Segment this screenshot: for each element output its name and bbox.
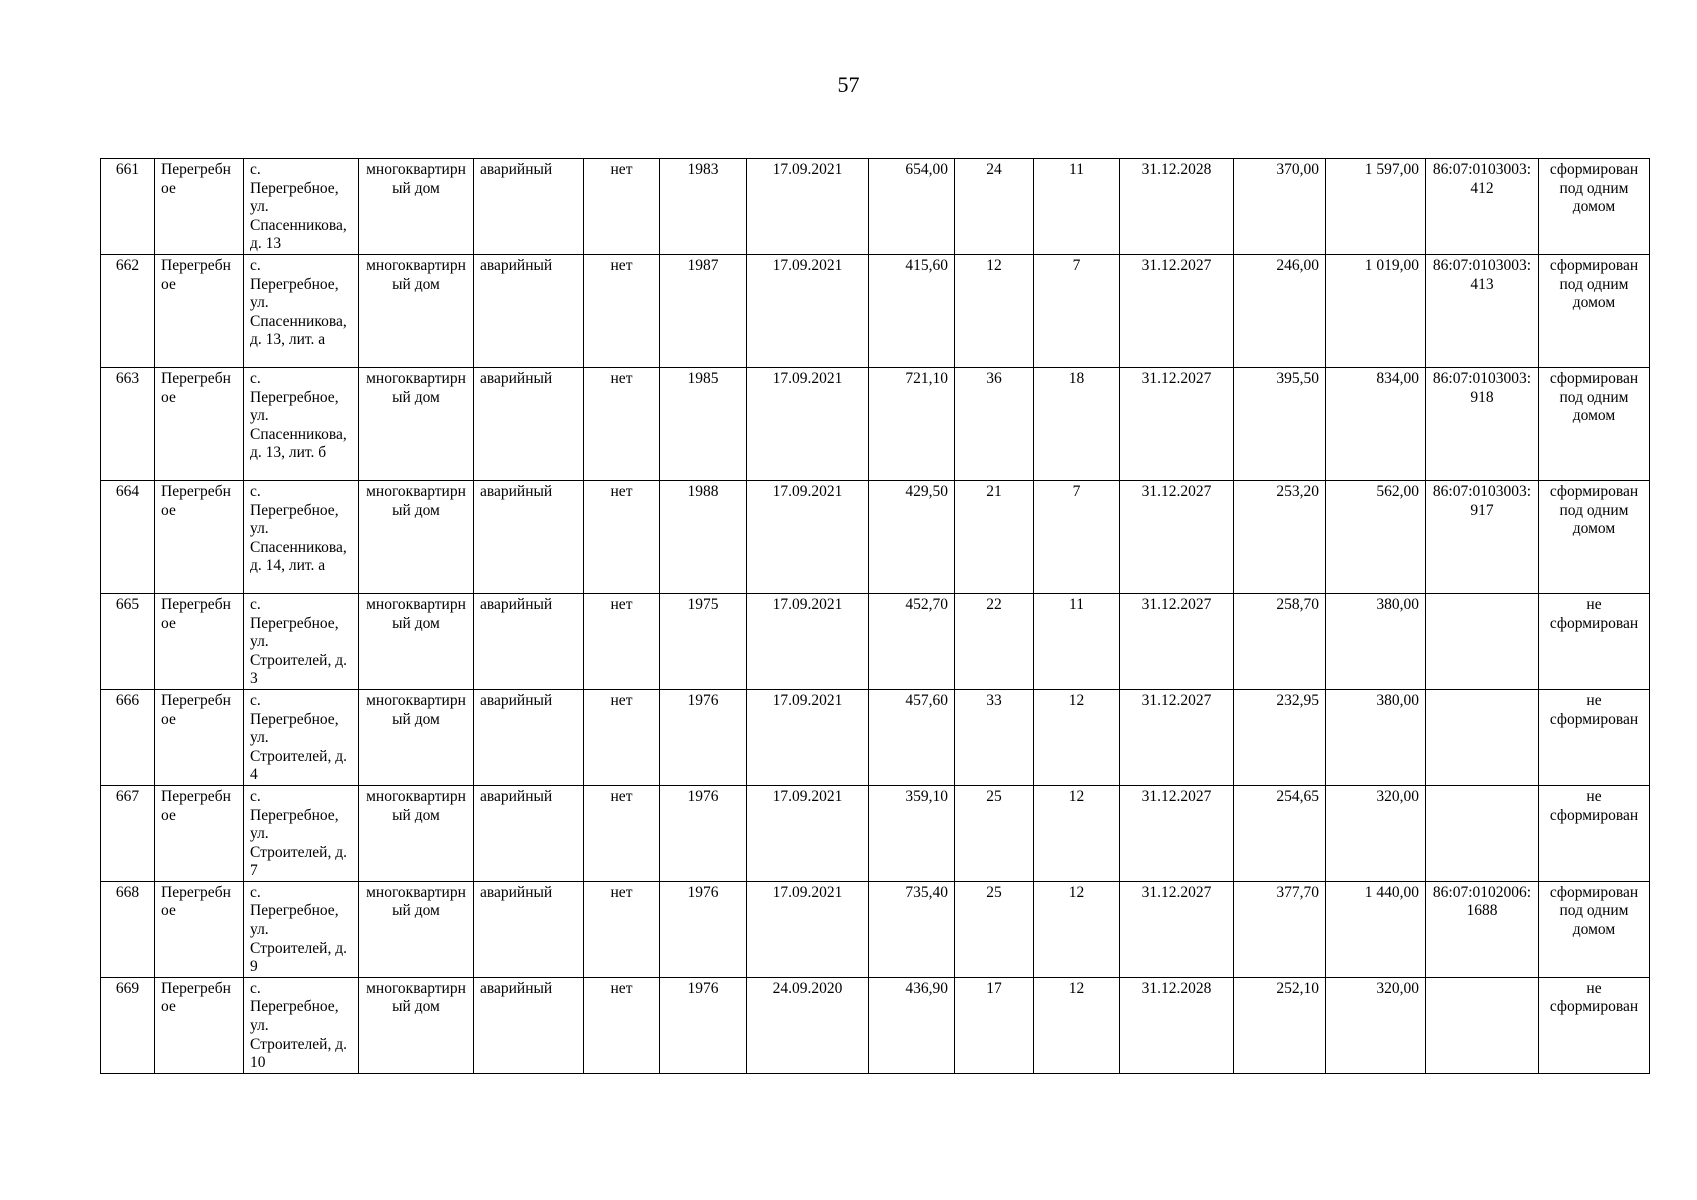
cell-value-1: 370,00	[1234, 159, 1326, 255]
cell-condition: аварийный	[474, 254, 584, 367]
cell-residents: 25	[955, 881, 1034, 977]
cell-address: с. Перегребное, ул. Строителей, д. 3	[244, 593, 359, 689]
cell-residents: 36	[955, 367, 1034, 480]
table-row	[101, 254, 1650, 367]
cell-condition: аварийный	[474, 785, 584, 881]
cell-building-type: многоквартирный дом	[359, 977, 474, 1073]
cell-year: 1976	[660, 785, 747, 881]
cell-deadline: 31.12.2028	[1120, 977, 1234, 1073]
cell-value-2: 562,00	[1326, 480, 1426, 593]
cell-year: 1976	[660, 881, 747, 977]
cell-value-2: 320,00	[1326, 977, 1426, 1073]
cell-number: 661	[101, 159, 155, 255]
cell-date: 17.09.2021	[747, 159, 869, 255]
cell-premises: 12	[1034, 785, 1120, 881]
cell-condition: аварийный	[474, 480, 584, 593]
cell-land-plot-status: сформирован под одним домом	[1539, 881, 1650, 977]
cell-number: 663	[101, 367, 155, 480]
cell-number: 666	[101, 689, 155, 785]
cell-value-1: 246,00	[1234, 254, 1326, 367]
cell-residents: 22	[955, 593, 1034, 689]
cell-cadastral-number	[1426, 977, 1539, 1073]
cell-building-type: многоквартирный дом	[359, 689, 474, 785]
cell-deadline: 31.12.2027	[1120, 785, 1234, 881]
cell-year: 1985	[660, 367, 747, 480]
cell-area: 735,40	[869, 881, 955, 977]
cell-land-plot-status: не сформирован	[1539, 593, 1650, 689]
cell-deadline: 31.12.2027	[1120, 367, 1234, 480]
table-row	[101, 593, 1650, 689]
cell-premises: 12	[1034, 881, 1120, 977]
cell-area: 436,90	[869, 977, 955, 1073]
cell-premises: 7	[1034, 480, 1120, 593]
cell-building-type: многоквартирный дом	[359, 480, 474, 593]
cell-flag: нет	[584, 480, 660, 593]
cell-building-type: многоквартирный дом	[359, 785, 474, 881]
cell-premises: 11	[1034, 159, 1120, 255]
cell-cadastral-number	[1426, 785, 1539, 881]
cell-premises: 12	[1034, 977, 1120, 1073]
cell-flag: нет	[584, 159, 660, 255]
cell-number: 669	[101, 977, 155, 1073]
cell-condition: аварийный	[474, 977, 584, 1073]
cell-land-plot-status: не сформирован	[1539, 977, 1650, 1073]
cell-number: 668	[101, 881, 155, 977]
cell-settlement: Перегребное	[155, 254, 244, 367]
cell-year: 1976	[660, 977, 747, 1073]
cell-address: с. Перегребное, ул. Спасенникова, д. 13	[244, 159, 359, 255]
cell-cadastral-number: 86:07:0103003:412	[1426, 159, 1539, 255]
cell-number: 662	[101, 254, 155, 367]
cell-settlement: Перегребное	[155, 593, 244, 689]
cell-deadline: 31.12.2027	[1120, 689, 1234, 785]
cell-cadastral-number: 86:07:0102006:1688	[1426, 881, 1539, 977]
table-row	[101, 785, 1650, 881]
table-row	[101, 480, 1650, 593]
cell-settlement: Перегребное	[155, 977, 244, 1073]
table-row	[101, 367, 1650, 480]
cell-value-2: 1 597,00	[1326, 159, 1426, 255]
cell-settlement: Перегребное	[155, 881, 244, 977]
cell-cadastral-number: 86:07:0103003:917	[1426, 480, 1539, 593]
cell-land-plot-status: не сформирован	[1539, 785, 1650, 881]
cell-area: 721,10	[869, 367, 955, 480]
cell-number: 665	[101, 593, 155, 689]
cell-deadline: 31.12.2027	[1120, 881, 1234, 977]
cell-year: 1976	[660, 689, 747, 785]
cell-value-1: 258,70	[1234, 593, 1326, 689]
cell-residents: 33	[955, 689, 1034, 785]
cell-flag: нет	[584, 977, 660, 1073]
cell-address: с. Перегребное, ул. Спасенникова, д. 13, лит. б	[244, 367, 359, 480]
cell-area: 429,50	[869, 480, 955, 593]
cell-address: с. Перегребное, ул. Строителей, д. 10	[244, 977, 359, 1073]
cell-year: 1988	[660, 480, 747, 593]
housing-table	[100, 158, 1650, 1074]
cell-year: 1983	[660, 159, 747, 255]
cell-value-1: 253,20	[1234, 480, 1326, 593]
cell-address: с. Перегребное, ул. Спасенникова, д. 13, лит. а	[244, 254, 359, 367]
cell-residents: 17	[955, 977, 1034, 1073]
cell-settlement: Перегребное	[155, 785, 244, 881]
cell-flag: нет	[584, 593, 660, 689]
cell-area: 359,10	[869, 785, 955, 881]
cell-area: 654,00	[869, 159, 955, 255]
cell-area: 415,60	[869, 254, 955, 367]
cell-date: 17.09.2021	[747, 689, 869, 785]
cell-date: 24.09.2020	[747, 977, 869, 1073]
cell-building-type: многоквартирный дом	[359, 367, 474, 480]
cell-land-plot-status: не сформирован	[1539, 689, 1650, 785]
cell-flag: нет	[584, 689, 660, 785]
cell-settlement: Перегребное	[155, 480, 244, 593]
cell-value-1: 395,50	[1234, 367, 1326, 480]
cell-number: 664	[101, 480, 155, 593]
table-row	[101, 689, 1650, 785]
cell-value-2: 1 440,00	[1326, 881, 1426, 977]
cell-settlement: Перегребное	[155, 367, 244, 480]
cell-premises: 18	[1034, 367, 1120, 480]
cell-flag: нет	[584, 785, 660, 881]
cell-date: 17.09.2021	[747, 881, 869, 977]
cell-land-plot-status: сформирован под одним домом	[1539, 254, 1650, 367]
cell-residents: 21	[955, 480, 1034, 593]
cell-condition: аварийный	[474, 367, 584, 480]
cell-value-1: 254,65	[1234, 785, 1326, 881]
cell-date: 17.09.2021	[747, 254, 869, 367]
cell-area: 452,70	[869, 593, 955, 689]
cell-flag: нет	[584, 367, 660, 480]
cell-settlement: Перегребное	[155, 159, 244, 255]
cell-value-2: 834,00	[1326, 367, 1426, 480]
cell-land-plot-status: сформирован под одним домом	[1539, 480, 1650, 593]
cell-flag: нет	[584, 254, 660, 367]
cell-value-2: 1 019,00	[1326, 254, 1426, 367]
page-number: 57	[837, 72, 860, 97]
cell-condition: аварийный	[474, 159, 584, 255]
cell-cadastral-number: 86:07:0103003:413	[1426, 254, 1539, 367]
cell-building-type: многоквартирный дом	[359, 159, 474, 255]
table-row	[101, 977, 1650, 1073]
cell-year: 1987	[660, 254, 747, 367]
cell-cadastral-number	[1426, 689, 1539, 785]
cell-building-type: многоквартирный дом	[359, 881, 474, 977]
cell-land-plot-status: сформирован под одним домом	[1539, 367, 1650, 480]
cell-address: с. Перегребное, ул. Строителей, д. 9	[244, 881, 359, 977]
cell-address: с. Перегребное, ул. Спасенникова, д. 14, лит. а	[244, 480, 359, 593]
cell-settlement: Перегребное	[155, 689, 244, 785]
cell-value-2: 380,00	[1326, 689, 1426, 785]
cell-building-type: многоквартирный дом	[359, 593, 474, 689]
cell-deadline: 31.12.2027	[1120, 254, 1234, 367]
cell-condition: аварийный	[474, 881, 584, 977]
cell-date: 17.09.2021	[747, 785, 869, 881]
cell-date: 17.09.2021	[747, 480, 869, 593]
cell-year: 1975	[660, 593, 747, 689]
cell-value-2: 380,00	[1326, 593, 1426, 689]
cell-condition: аварийный	[474, 689, 584, 785]
cell-premises: 12	[1034, 689, 1120, 785]
cell-residents: 24	[955, 159, 1034, 255]
cell-value-1: 252,10	[1234, 977, 1326, 1073]
cell-value-1: 377,70	[1234, 881, 1326, 977]
cell-deadline: 31.12.2027	[1120, 480, 1234, 593]
cell-address: с. Перегребное, ул. Строителей, д. 7	[244, 785, 359, 881]
cell-residents: 12	[955, 254, 1034, 367]
cell-date: 17.09.2021	[747, 593, 869, 689]
cell-date: 17.09.2021	[747, 367, 869, 480]
cell-value-2: 320,00	[1326, 785, 1426, 881]
cell-premises: 11	[1034, 593, 1120, 689]
cell-premises: 7	[1034, 254, 1120, 367]
cell-number: 667	[101, 785, 155, 881]
cell-building-type: многоквартирный дом	[359, 254, 474, 367]
cell-land-plot-status: сформирован под одним домом	[1539, 159, 1650, 255]
cell-value-1: 232,95	[1234, 689, 1326, 785]
cell-deadline: 31.12.2028	[1120, 159, 1234, 255]
table-body	[101, 159, 1650, 1074]
table-row	[101, 881, 1650, 977]
cell-area: 457,60	[869, 689, 955, 785]
cell-residents: 25	[955, 785, 1034, 881]
cell-address: с. Перегребное, ул. Строителей, д. 4	[244, 689, 359, 785]
cell-cadastral-number: 86:07:0103003:918	[1426, 367, 1539, 480]
cell-condition: аварийный	[474, 593, 584, 689]
table-row	[101, 159, 1650, 255]
cell-cadastral-number	[1426, 593, 1539, 689]
cell-flag: нет	[584, 881, 660, 977]
cell-deadline: 31.12.2027	[1120, 593, 1234, 689]
